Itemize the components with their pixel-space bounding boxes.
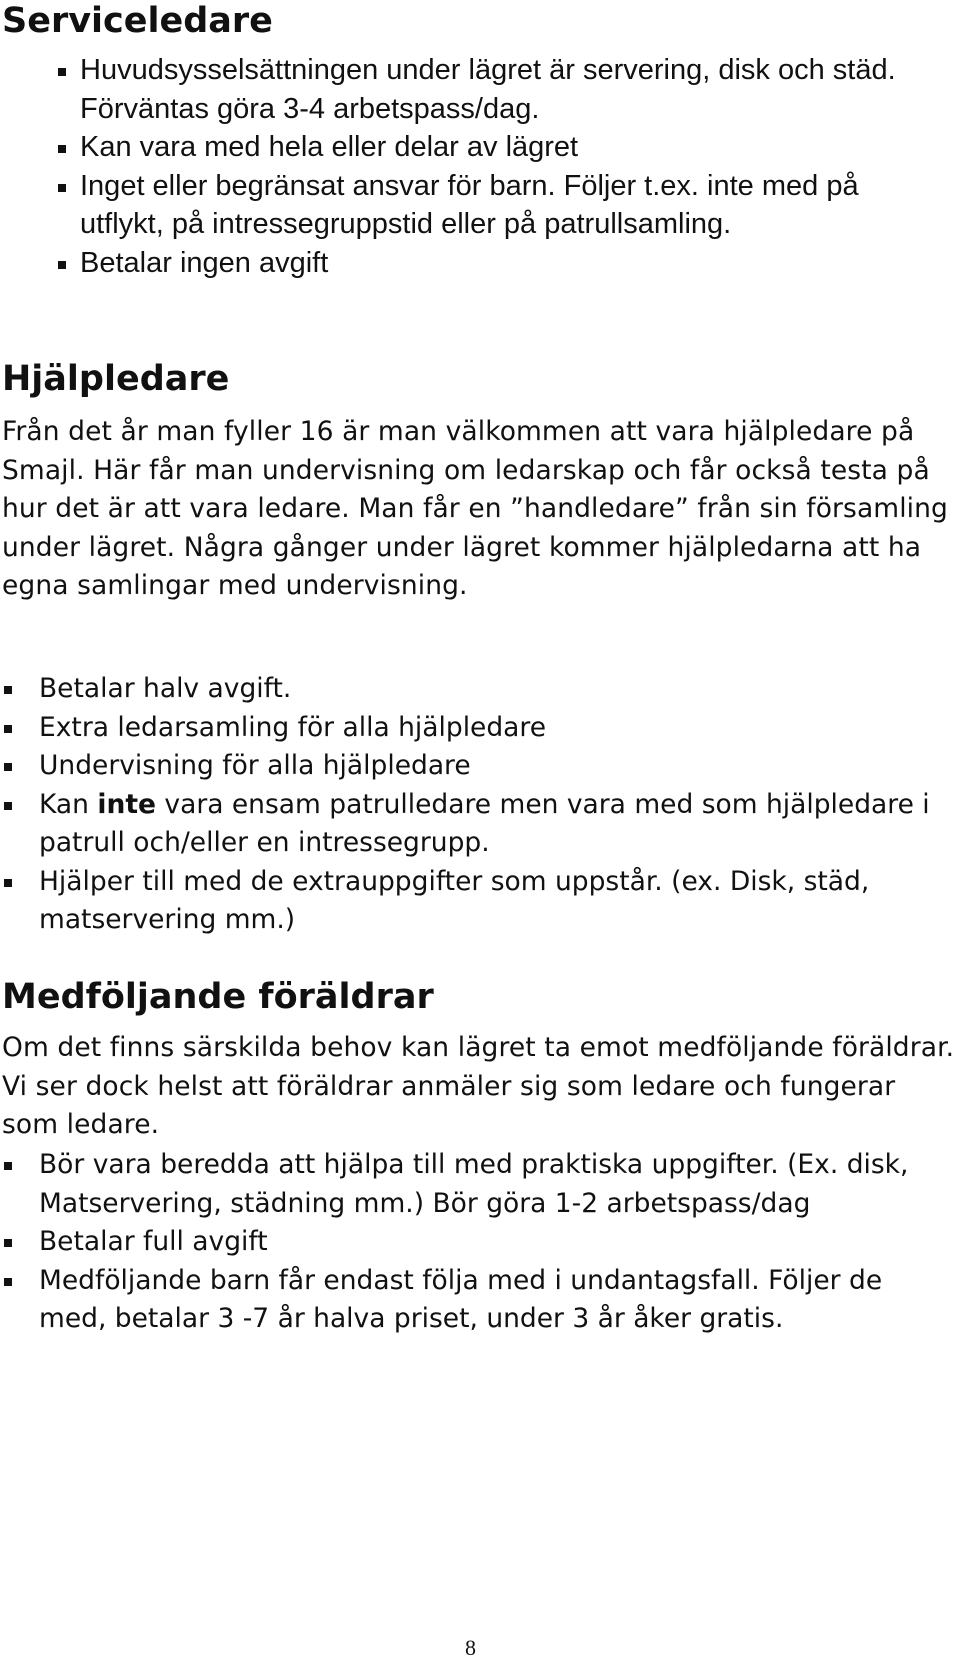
square-bullet-icon <box>58 68 66 76</box>
page-number: 8 <box>465 1635 476 1660</box>
list-item <box>0 128 940 167</box>
hjalpledare-paragraph: Från det år man fyller 16 är man välkommen att vara hjälpledare på Smajl. Här får man undervisning om ledarskap och får också testa på hur det är att vara ledare. Man får en ”handledare” från sin församling under lägret. Några gånger under lägret kommer hjälpledarna att ha egna samlingar med undervisning. <box>2 416 948 601</box>
square-bullet-icon <box>4 802 12 810</box>
list-item-text: Inget eller begränsat ansvar för barn. Följer t.ex. inte med på utflykt, på intressegruppstid eller på patrullsamling. <box>80 169 859 240</box>
list-item <box>0 863 955 940</box>
list-item <box>0 747 955 786</box>
list-item-text: Betalar ingen avgift <box>80 246 329 279</box>
list-item-text: Extra ledarsamling för alla hjälpledare <box>39 711 547 743</box>
square-bullet-icon <box>4 879 12 887</box>
hjalpledare-list <box>0 670 955 940</box>
square-bullet-icon <box>58 261 66 269</box>
list-item <box>0 786 955 863</box>
list-item <box>0 244 940 283</box>
square-bullet-icon <box>4 763 12 771</box>
square-bullet-icon <box>58 145 66 153</box>
square-bullet-icon <box>4 1239 12 1247</box>
heading-medfoljande-foraldrar: Medföljande föräldrar <box>2 977 434 1017</box>
list-item <box>0 1262 955 1339</box>
foraldrar-list <box>0 1146 955 1339</box>
list-item-emphasis: inte <box>97 788 156 820</box>
serviceledare-list <box>0 51 940 282</box>
list-item <box>0 1223 955 1262</box>
list-item <box>0 51 940 128</box>
list-item-text: Bör vara beredda att hjälpa till med praktiska uppgifter. (Ex. disk, Matservering, städning mm.) Bör göra 1-2 arbetspass/dag <box>39 1149 909 1219</box>
list-item-text: Kan vara med hela eller delar av lägret <box>80 131 579 163</box>
square-bullet-icon <box>4 725 12 733</box>
list-item-text-post: vara ensam patrulledare men vara med som hjälpledare i patrull och/eller en intressegrupp. <box>39 788 930 858</box>
list-item <box>0 670 955 709</box>
list-item <box>0 709 955 748</box>
list-item <box>0 167 940 244</box>
square-bullet-icon <box>58 184 66 192</box>
list-item-text: Hjälper till med de extrauppgifter som uppstår. (ex. Disk, städ, matservering mm.) <box>39 865 870 935</box>
square-bullet-icon <box>4 1278 12 1286</box>
list-item-text: Huvudsysselsättningen under lägret är servering, disk och städ. Förväntas göra 3-4 arbetspass/dag. <box>80 54 896 125</box>
list-item-text: Betalar halv avgift. <box>39 673 292 704</box>
square-bullet-icon <box>4 1162 12 1170</box>
list-item-text: Medföljande barn får endast följa med i undantagsfall. Följer de med, betalar 3 -7 år halva priset, under 3 år åker gratis. <box>39 1264 883 1334</box>
foraldrar-paragraph: Om det finns särskilda behov kan lägret ta emot medföljande föräldrar. Vi ser dock helst att föräldrar anmäler sig som ledare och fungerar som ledare. <box>2 1032 955 1140</box>
list-item-text: Betalar full avgift <box>39 1226 268 1257</box>
heading-hjalpledare: Hjälpledare <box>2 359 230 399</box>
list-item-text-pre: Kan <box>39 788 98 820</box>
list-item <box>0 1146 955 1223</box>
heading-serviceledare: Serviceledare <box>2 1 273 41</box>
square-bullet-icon <box>4 686 12 694</box>
list-item-text: Undervisning för alla hjälpledare <box>39 750 471 781</box>
